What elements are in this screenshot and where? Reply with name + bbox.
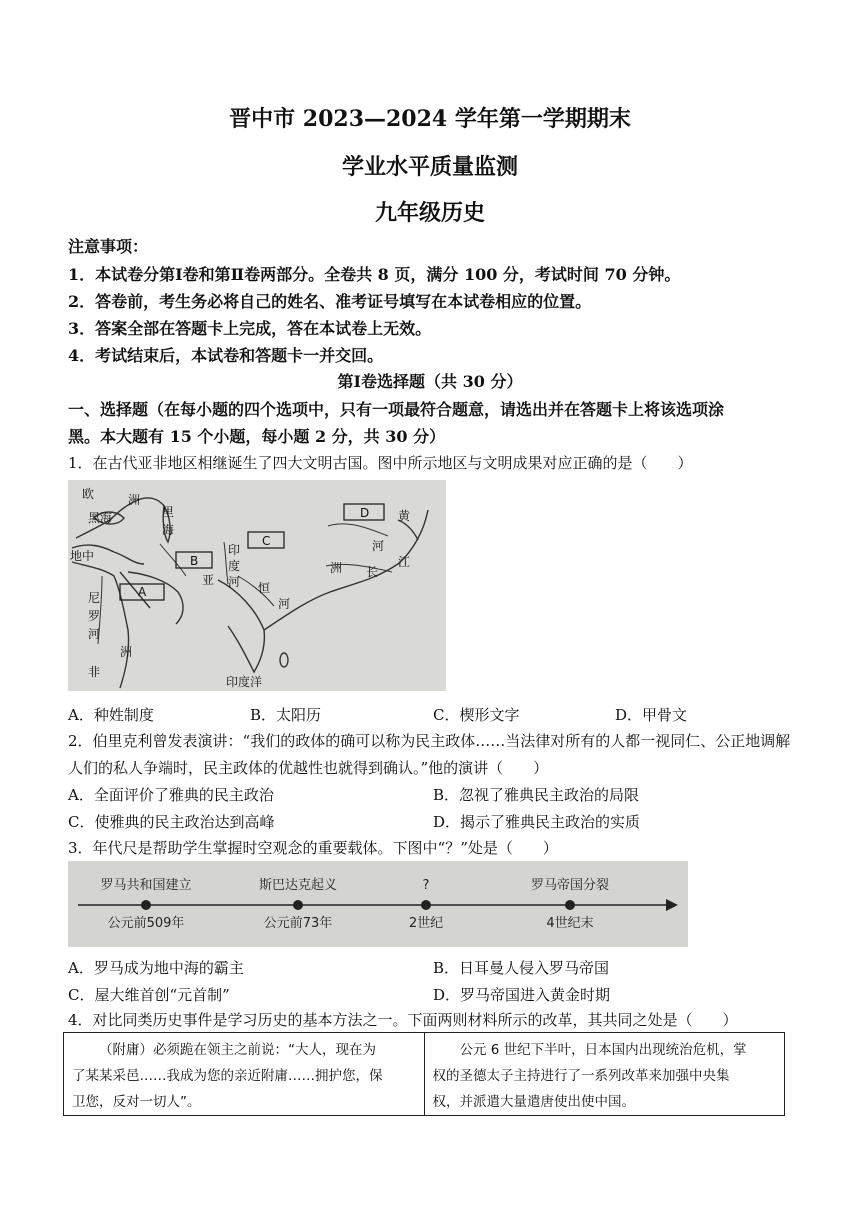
map-label-A: A bbox=[138, 585, 147, 599]
q4-left-line3: 卫您，反对一切人”。 bbox=[72, 1094, 201, 1110]
map-label-jiang: 江 bbox=[398, 555, 411, 569]
timeline-event-2: 斯巴达克起义 bbox=[258, 878, 338, 893]
q2-option-a: A．全面评价了雅典的民主政治 bbox=[68, 786, 274, 804]
q4-stem: 4．对比同类历史事件是学习历史的基本方法之一。下面两则材料所示的改革，其共同之处是（ ） bbox=[68, 1011, 738, 1029]
timeline-node-1 bbox=[141, 900, 151, 910]
q4-right-line2: 权的圣德太子主持进行了一系列改革来加强中央集 bbox=[432, 1068, 730, 1084]
ancient-civilizations-map bbox=[68, 480, 446, 691]
map-label-luo: 罗 bbox=[88, 609, 101, 623]
notice-item-2: 2．答卷前，考生务必将自己的姓名、准考证号填写在本试卷相应的位置。 bbox=[68, 292, 592, 311]
map-label-ni: 尼 bbox=[88, 591, 101, 605]
q3-option-b: B．日耳曼人侵入罗马帝国 bbox=[433, 959, 610, 977]
q3-stem: 3．年代尺是帮助学生掌握时空观念的重要载体。下图中“？”处是（ ） bbox=[68, 839, 558, 857]
map-label-zhou1: 洲 bbox=[128, 493, 141, 507]
map-label-du: 度 bbox=[228, 559, 241, 573]
timeline-arrow-icon bbox=[666, 899, 678, 911]
q1-map-image bbox=[68, 480, 446, 691]
timeline-node-4 bbox=[565, 900, 575, 910]
q1-option-a: A．种姓制度 bbox=[68, 706, 154, 724]
notice-item-1: 1．本试卷分第Ⅰ卷和第Ⅱ卷两部分。全卷共 8 页，满分 100 分，考试时间 70 分钟。 bbox=[68, 265, 681, 284]
map-label-huang: 黄 bbox=[398, 509, 411, 523]
q3-option-a: A．罗马成为地中海的霸主 bbox=[68, 959, 244, 977]
q1-stem: 1．在古代亚非地区相继诞生了四大文明古国。图中所示地区与文明成果对应正确的是（ ） bbox=[68, 454, 693, 472]
q3-option-c: C．屋大维首创“元首制” bbox=[68, 986, 230, 1004]
map-tigris-euphrates bbox=[160, 544, 186, 576]
map-label-dizhong: 地中 bbox=[70, 549, 95, 563]
roman-timeline bbox=[68, 861, 688, 947]
map-label-he2: 河 bbox=[278, 597, 291, 611]
map-label-ou: 欧 bbox=[82, 487, 95, 501]
notice-item-3: 3．答案全部在答题卡上完成，答在本试卷上无效。 bbox=[68, 319, 432, 338]
map-label-yin: 印 bbox=[228, 543, 241, 557]
map-asia-coast bbox=[264, 510, 428, 630]
q1-option-b: B．太阳历 bbox=[250, 706, 322, 724]
notice-item-4: 4．考试结束后，本试卷和答题卡一并交回。 bbox=[68, 346, 384, 365]
map-label-he1: 河 bbox=[228, 575, 241, 589]
q4-left-line1: （附庸）必须跪在领主之前说：“大人，现在为 bbox=[99, 1042, 376, 1058]
map-label-D: D bbox=[360, 506, 370, 520]
q2-option-b: B．忽视了雅典民主政治的局限 bbox=[433, 786, 640, 804]
map-label-C: C bbox=[262, 534, 271, 548]
q4-material-left bbox=[64, 1033, 424, 1115]
timeline-event-1: 罗马共和国建立 bbox=[100, 878, 192, 893]
section1-intro-line1: 一、选择题（在每小题的四个选项中，只有一项最符合题意，请选出并在答题卡上将该选项涂 bbox=[68, 400, 725, 419]
q4-material-right bbox=[424, 1033, 785, 1115]
q2-stem-line1: 2．伯里克利曾发表演讲：“我们的政体的确可以称为民主政体……当法律对所有的人都一视同仁、公正地调解 bbox=[68, 732, 791, 750]
q2-stem-line2: 人们的私人争端时，民主政体的优越性也就得到确认。”他的演讲（ ） bbox=[68, 759, 549, 777]
timeline-date-3: 2世纪 bbox=[408, 916, 444, 931]
map-label-chang: 长 bbox=[366, 565, 379, 579]
map-label-he3: 河 bbox=[372, 539, 385, 553]
exam-title-line1: 晋中市 2023—2024 学年第一学期期末 bbox=[229, 106, 631, 132]
map-sea-of-japan bbox=[398, 520, 418, 540]
map-label-zhou2: 洲 bbox=[330, 561, 343, 575]
section1-intro-line2: 黑。本大题有 15 个小题，每小题 2 分，共 30 分） bbox=[68, 427, 446, 446]
notice-title: 注意事项： bbox=[68, 237, 149, 256]
map-label-B: B bbox=[190, 554, 199, 568]
map-label-heng: 恒 bbox=[258, 581, 271, 595]
q4-material-table bbox=[63, 1032, 785, 1116]
timeline-event-4: 罗马帝国分裂 bbox=[530, 878, 610, 893]
timeline-event-3: ? bbox=[422, 878, 430, 893]
map-label-he4: 河 bbox=[88, 627, 101, 641]
q4-left-line2: 了某某采邑……我成为您的亲近附庸……拥护您，保 bbox=[72, 1068, 383, 1084]
map-label-fei: 非 bbox=[88, 665, 101, 679]
q4-right-line3: 权，并派遣大量遣唐使出使中国。 bbox=[432, 1094, 635, 1110]
q2-option-d: D．揭示了雅典民主政治的实质 bbox=[433, 813, 641, 831]
map-label-heihai: 黑海 bbox=[88, 511, 113, 525]
timeline-node-3 bbox=[421, 900, 431, 910]
exam-title-line3: 九年级历史 bbox=[374, 200, 485, 226]
section1-title: 第Ⅰ卷选择题（共 30 分） bbox=[337, 372, 523, 391]
map-label-yinduyang: 印度洋 bbox=[226, 675, 263, 689]
q1-option-d: D．甲骨文 bbox=[615, 706, 688, 724]
timeline-date-1: 公元前509年 bbox=[107, 916, 185, 931]
timeline-date-4: 4世纪末 bbox=[546, 916, 594, 931]
q3-option-d: D．罗马帝国进入黄金时期 bbox=[433, 986, 611, 1004]
map-label-li: 里 bbox=[162, 505, 175, 519]
map-sri-lanka bbox=[280, 653, 288, 667]
map-yellow-river bbox=[328, 524, 388, 536]
q1-option-c: C．楔形文字 bbox=[433, 706, 520, 724]
timeline-node-2 bbox=[293, 900, 303, 910]
map-arabia bbox=[128, 572, 183, 624]
timeline-date-2: 公元前73年 bbox=[263, 916, 333, 931]
map-africa-coast bbox=[72, 562, 129, 688]
q4-right-line1: 公元 6 世纪下半叶，日本国内出现统治危机，掌 bbox=[459, 1042, 747, 1058]
q3-timeline-image bbox=[68, 861, 688, 947]
map-label-ya: 亚 bbox=[202, 573, 215, 587]
exam-title-line2: 学业水平质量监测 bbox=[341, 154, 518, 180]
q2-option-c: C．使雅典的民主政治达到高峰 bbox=[68, 813, 275, 831]
map-label-zhou3: 洲 bbox=[120, 645, 133, 659]
map-label-hai: 海 bbox=[162, 523, 175, 537]
